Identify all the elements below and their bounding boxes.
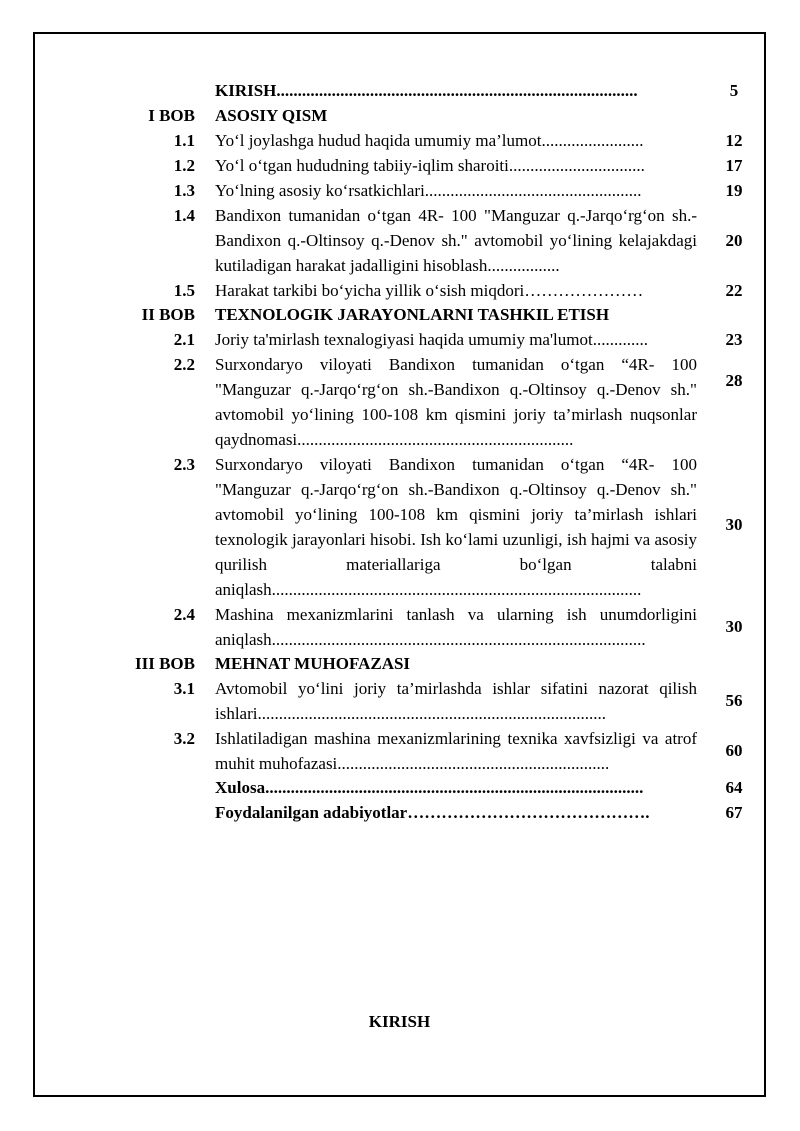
section-page: 12 [725,131,743,150]
section-number: 2.2 [173,355,195,374]
section-page: 30 [725,515,743,534]
toc-entry-page: 64 [725,778,743,797]
chapter-number: III BOB [135,654,195,673]
section-text: Surxondaryo viloyati Bandixon tumanidan o‘tgan “4R- 100 "Manguzar q.-Jarqo‘rg‘on sh.-Bandixon q.-Oltinsoy q.-Denov sh." avtomobil yo‘lining 100-108 km qismini joriy ta’mirlash nuqsonlar qaydnomasi................................................................. [215,355,697,449]
section-page: 28 [725,371,743,390]
section-number: 1.4 [173,206,195,225]
chapter-title: ASOSIY QISM [215,106,328,125]
section-number: 1.3 [173,181,195,200]
section-text: Joriy ta'mirlash texnalogiyasi haqida umumiy ma'lumot............. [215,330,648,349]
section-number: 1.5 [173,281,195,300]
section-number: 2.3 [173,455,195,474]
section-number: 3.1 [173,679,195,698]
section-page: 60 [725,741,743,760]
section-text: Avtomobil yo‘lini joriy ta’mirlashda ishlar sifatini nazorat qilish ishlari.................................................................................. [215,679,697,723]
section-page: 17 [725,156,743,175]
section-number: 2.4 [173,605,195,624]
section-text: Bandixon tumanidan o‘tgan 4R- 100 "Manguzar q.-Jarqo‘rg‘on sh.-Bandixon q.-Oltinsoy q.-Denov sh." avtomobil yo‘lining kelajakdagi kutiladigan harakat jadalligini hisoblash................. [215,206,697,275]
section-text: Ishlatiladigan mashina mexanizmlarining texnika xavfsizligi va atrof muhit muhofazasi................................................................ [215,729,697,773]
section-number: 1.2 [173,156,195,175]
section-number: 3.2 [173,729,195,748]
section-page: 30 [725,617,743,636]
section-page: 19 [725,181,743,200]
section-text: Surxondaryo viloyati Bandixon tumanidan o‘tgan “4R- 100 "Manguzar q.-Jarqo‘rg‘on sh.-Bandixon q.-Oltinsoy q.-Denov sh." avtomobil yo‘lining 100-108 km qismini joriy ta’mirlash ishlari texnologik jarayonlari hisobi. Ish ko‘lami uzunligi, ish hajmi va asosiy qurilish materiallariga bo‘lgan talabni aniqlash....................................................................................... [215,455,697,599]
toc-entry-page: 67 [725,803,743,822]
section-page: 22 [725,281,743,300]
section-text: Harakat tarkibi bo‘yicha yillik o‘sish miqdori………………… [215,281,644,300]
page-frame [33,32,766,1097]
section-number: 2.1 [173,330,195,349]
chapter-number: I BOB [148,106,195,125]
section-heading-kirish: KIRISH [368,1012,431,1031]
section-page: 23 [725,330,743,349]
section-text: Yo‘l o‘tgan hududning tabiiy-iqlim sharoiti................................ [215,156,645,175]
section-page: 20 [725,231,743,250]
toc-entry-text: Xulosa......................................................................................... [215,778,644,797]
section-text: Mashina mexanizmlarini tanlash va ularning ish unumdorligini aniqlash........................................................................................ [215,605,697,649]
chapter-number: II BOB [141,305,195,324]
toc-entry-page: 5 [729,81,739,100]
section-text: Yo‘l joylashga hudud haqida umumiy ma’lumot........................ [215,131,644,150]
section-page: 56 [725,691,743,710]
section-number: 1.1 [173,131,195,150]
chapter-title: TEXNOLOGIK JARAYONLARNI TASHKIL ETISH [215,305,610,324]
section-text: Yo‘lning asosiy ko‘rsatkichlari................................................... [215,181,642,200]
chapter-title: MEHNAT MUHOFAZASI [215,654,411,673]
toc-entry-text: Foydalanilgan adabiyotlar……………………………………. [215,803,650,822]
toc-entry-text: KIRISH..................................................................................... [215,81,638,100]
